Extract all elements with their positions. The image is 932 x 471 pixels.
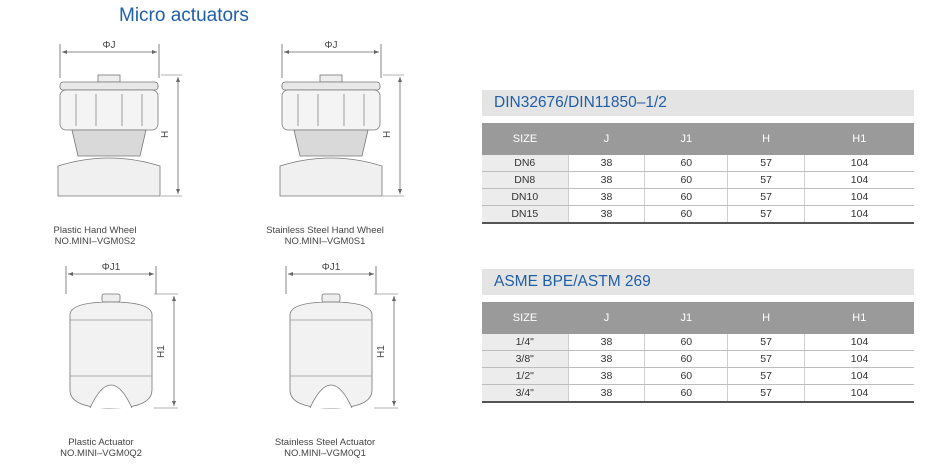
column-header-h1: H1 — [805, 123, 914, 155]
page-title: Micro actuators — [119, 5, 249, 26]
figure-caption — [26, 437, 176, 459]
table-cell: 104 — [805, 155, 914, 172]
column-header-h: H — [728, 123, 805, 155]
actuator-outline-icon — [48, 262, 198, 422]
figure-caption-code: NO.MINI–VGM0Q2 — [60, 448, 142, 459]
actuator-drawing-stainless — [268, 262, 418, 422]
table-cell: 38 — [568, 351, 645, 368]
figure-caption-name: Plastic Hand Wheel — [53, 225, 137, 236]
actuator-outline-icon — [268, 262, 418, 422]
dim-label-h1: H1 — [376, 345, 387, 358]
table-cell: 38 — [568, 385, 645, 403]
table-cell: 57 — [728, 172, 805, 189]
table-row — [482, 206, 914, 224]
table-cell: 104 — [805, 172, 914, 189]
hand-wheel-outline-icon — [262, 38, 412, 208]
column-header-h1: H1 — [805, 302, 914, 334]
table-cell: 1/2" — [482, 368, 568, 385]
table-row — [482, 351, 914, 368]
table-row — [482, 172, 914, 189]
table-cell: 104 — [805, 189, 914, 206]
dim-label-h: H — [160, 130, 171, 138]
table-cell: 38 — [568, 368, 645, 385]
figure-caption-name: Stainless Steel Hand Wheel — [266, 225, 384, 236]
dim-label-j: ΦJ — [324, 40, 338, 51]
table-cell: 1/4" — [482, 334, 568, 351]
table-cell: 38 — [568, 206, 645, 224]
dim-label-j1: ΦJ1 — [101, 262, 121, 273]
column-header-size: SIZE — [482, 123, 568, 155]
table-cell: 57 — [728, 351, 805, 368]
table-title-din: DIN32676/DIN11850–1/2 — [482, 90, 914, 116]
table-row — [482, 155, 914, 172]
figure-caption-name: Plastic Actuator — [68, 437, 134, 448]
table-cell: 60 — [645, 351, 728, 368]
table-cell: DN8 — [482, 172, 568, 189]
dim-label-j: ΦJ — [102, 40, 116, 51]
table-cell: 104 — [805, 351, 914, 368]
table-cell: 38 — [568, 155, 645, 172]
column-header-size: SIZE — [482, 302, 568, 334]
table-cell: DN10 — [482, 189, 568, 206]
table-cell: 60 — [645, 206, 728, 224]
table-cell: 38 — [568, 172, 645, 189]
figure-caption-code: NO.MINI–VGM0S2 — [54, 236, 136, 247]
table-cell: DN6 — [482, 155, 568, 172]
table-cell: 60 — [645, 189, 728, 206]
table-cell: 60 — [645, 172, 728, 189]
table-cell: 60 — [645, 368, 728, 385]
table-cell: 3/8" — [482, 351, 568, 368]
table-cell: 104 — [805, 368, 914, 385]
hand-wheel-drawing-plastic — [40, 38, 190, 208]
table-cell: 104 — [805, 334, 914, 351]
dim-label-h: H — [382, 130, 393, 138]
figure-caption-code: NO.MINI–VGM0S1 — [284, 236, 366, 247]
table-cell: 60 — [645, 334, 728, 351]
table-cell: 104 — [805, 206, 914, 224]
table-cell: 60 — [645, 385, 728, 403]
hand-wheel-outline-icon — [40, 38, 190, 208]
table-cell: 57 — [728, 189, 805, 206]
table-cell: 38 — [568, 189, 645, 206]
table-cell: 57 — [728, 385, 805, 403]
table-cell: 3/4" — [482, 385, 568, 403]
table-row — [482, 334, 914, 351]
column-header-j: J — [568, 302, 645, 334]
figure-caption-code: NO.MINI–VGM0Q1 — [284, 448, 366, 459]
table-cell: 57 — [728, 206, 805, 224]
table-cell: 57 — [728, 368, 805, 385]
figure-caption — [250, 225, 400, 247]
spec-table-asme — [482, 302, 914, 403]
figure-caption — [20, 225, 170, 247]
column-header-j1: J1 — [645, 123, 728, 155]
table-cell: DN15 — [482, 206, 568, 224]
column-header-j1: J1 — [645, 302, 728, 334]
table-cell: 38 — [568, 334, 645, 351]
column-header-h: H — [728, 302, 805, 334]
table-cell: 57 — [728, 155, 805, 172]
table-row — [482, 385, 914, 403]
table-row — [482, 189, 914, 206]
table-title-asme: ASME BPE/ASTM 269 — [482, 269, 914, 295]
dim-label-j1: ΦJ1 — [321, 262, 341, 273]
figure-caption — [250, 437, 400, 459]
table-row — [482, 368, 914, 385]
dim-label-h1: H1 — [156, 345, 167, 358]
hand-wheel-drawing-stainless — [262, 38, 412, 208]
figure-caption-name: Stainless Steel Actuator — [274, 437, 376, 448]
spec-table-din — [482, 123, 914, 224]
table-cell: 57 — [728, 334, 805, 351]
column-header-j: J — [568, 123, 645, 155]
table-cell: 104 — [805, 385, 914, 403]
table-cell: 60 — [645, 155, 728, 172]
actuator-drawing-plastic — [48, 262, 198, 422]
